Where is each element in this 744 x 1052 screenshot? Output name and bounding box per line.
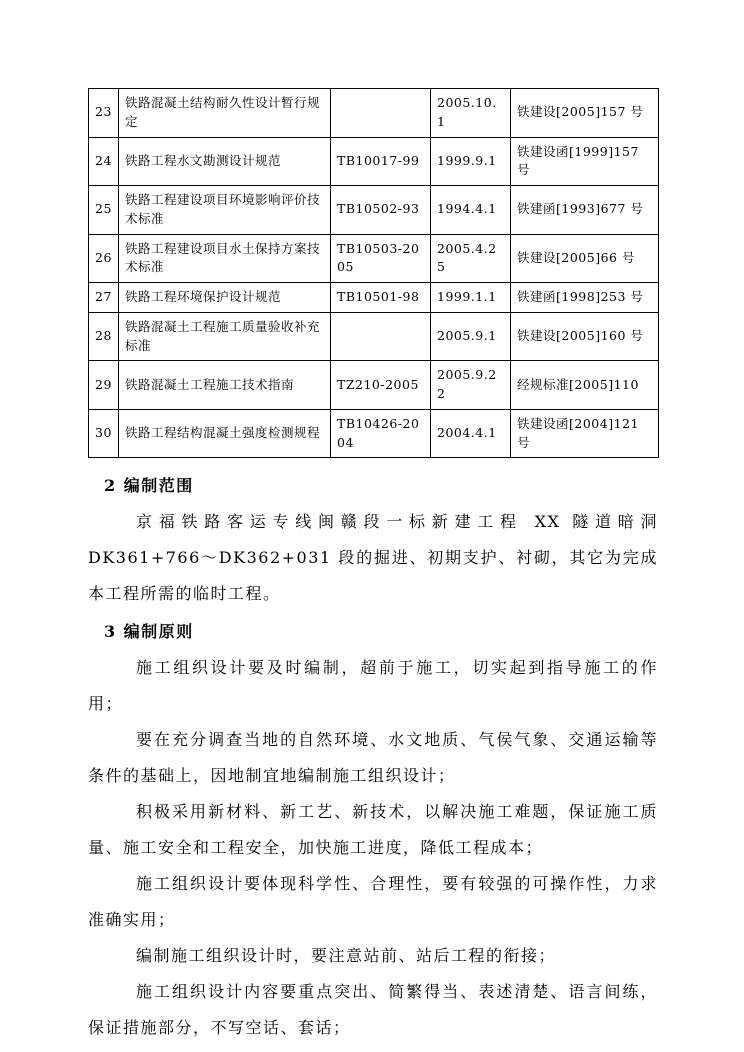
- cell-effective-date: 1994.4.1: [431, 186, 511, 235]
- section-heading-scope: 2 编制范围: [104, 476, 194, 496]
- table-row: [89, 361, 659, 410]
- cell-standard-name: 铁路工程建设项目环境影响评价技术标准: [119, 186, 331, 235]
- cell-number: 26: [89, 234, 119, 283]
- paragraph-principle-1: 施工组织设计要及时编制，超前于施工，切实起到指导施工的作用；: [88, 658, 658, 714]
- paragraph-principle-6: 施工组织设计内容要重点突出、简繁得当、表述清楚、语言间练，保证措施部分，不写空话、套话；: [88, 982, 658, 1038]
- cell-standard-code: [331, 312, 431, 361]
- cell-document-number: 铁建函[1993]677 号: [511, 186, 659, 235]
- cell-standard-name: 铁路工程水文勘测设计规范: [119, 137, 331, 186]
- standards-table: [88, 88, 659, 458]
- cell-standard-name: 铁路混凝土结构耐久性设计暂行规定: [119, 89, 331, 138]
- cell-standard-code: [331, 89, 431, 138]
- cell-standard-code: TB10017-99: [331, 137, 431, 186]
- cell-standard-name: 铁路混凝土工程施工技术指南: [119, 361, 331, 410]
- cell-document-number: 铁建设[2005]66 号: [511, 234, 659, 283]
- cell-standard-code: TZ210-2005: [331, 361, 431, 410]
- cell-number: 27: [89, 283, 119, 313]
- cell-effective-date: 2005.9.1: [431, 312, 511, 361]
- cell-effective-date: 1999.9.1: [431, 137, 511, 186]
- table-row: [89, 283, 659, 313]
- standards-table-body: [89, 89, 659, 458]
- cell-standard-name: 铁路工程建设项目水土保持方案技术标准: [119, 234, 331, 283]
- cell-document-number: 经规标准[2005]110: [511, 361, 659, 410]
- cell-effective-date: 2004.4.1: [431, 409, 511, 458]
- cell-document-number: 铁建设函[2004]121 号: [511, 409, 659, 458]
- cell-standard-name: 铁路混凝土工程施工质量验收补充标准: [119, 312, 331, 361]
- paragraph-principle-5: 编制施工组织设计时，要注意站前、站后工程的衔接；: [136, 946, 557, 966]
- cell-number: 29: [89, 361, 119, 410]
- cell-document-number: 铁建设函[1999]157 号: [511, 137, 659, 186]
- cell-standard-code: TB10502-93: [331, 186, 431, 235]
- cell-effective-date: 2005.9.22: [431, 361, 511, 410]
- cell-number: 23: [89, 89, 119, 138]
- cell-standard-code: TB10503-2005: [331, 234, 431, 283]
- cell-document-number: 铁建设[2005]160 号: [511, 312, 659, 361]
- cell-standard-code: TB10426-2004: [331, 409, 431, 458]
- cell-number: 30: [89, 409, 119, 458]
- cell-number: 25: [89, 186, 119, 235]
- cell-effective-date: 2005.10.1: [431, 89, 511, 138]
- cell-number: 28: [89, 312, 119, 361]
- section-heading-principles: 3 编制原则: [104, 622, 194, 642]
- cell-effective-date: 1999.1.1: [431, 283, 511, 313]
- table-row: [89, 89, 659, 138]
- cell-standard-name: 铁路工程结构混凝土强度检测规程: [119, 409, 331, 458]
- table-row: [89, 312, 659, 361]
- cell-document-number: 铁建函[1998]253 号: [511, 283, 659, 313]
- paragraph-principle-3: 积极采用新材料、新工艺、新技术，以解决施工难题，保证施工质量、施工安全和工程安全，加快施工进度，降低工程成本；: [88, 802, 658, 858]
- table-row: [89, 186, 659, 235]
- cell-document-number: 铁建设[2005]157 号: [511, 89, 659, 138]
- paragraph-principle-2: 要在充分调查当地的自然环境、水文地质、气侯气象、交通运输等条件的基础上，因地制宜地编制施工组织设计；: [88, 730, 658, 786]
- table-row: [89, 234, 659, 283]
- document-page: [88, 88, 658, 1046]
- cell-standard-code: TB10501-98: [331, 283, 431, 313]
- table-row: [89, 137, 659, 186]
- cell-number: 24: [89, 137, 119, 186]
- paragraph-scope: 京福铁路客运专线闽赣段一标新建工程 XX 隧道暗洞 DK361+766～DK362+031 段的掘进、初期支护、衬砌，其它为完成本工程所需的临时工程。: [88, 512, 658, 604]
- table-row: [89, 409, 659, 458]
- document-body: [88, 468, 658, 1046]
- cell-effective-date: 2005.4.25: [431, 234, 511, 283]
- cell-standard-name: 铁路工程环境保护设计规范: [119, 283, 331, 313]
- paragraph-principle-4: 施工组织设计要体现科学性、合理性，要有较强的可操作性，力求准确实用；: [88, 874, 658, 930]
